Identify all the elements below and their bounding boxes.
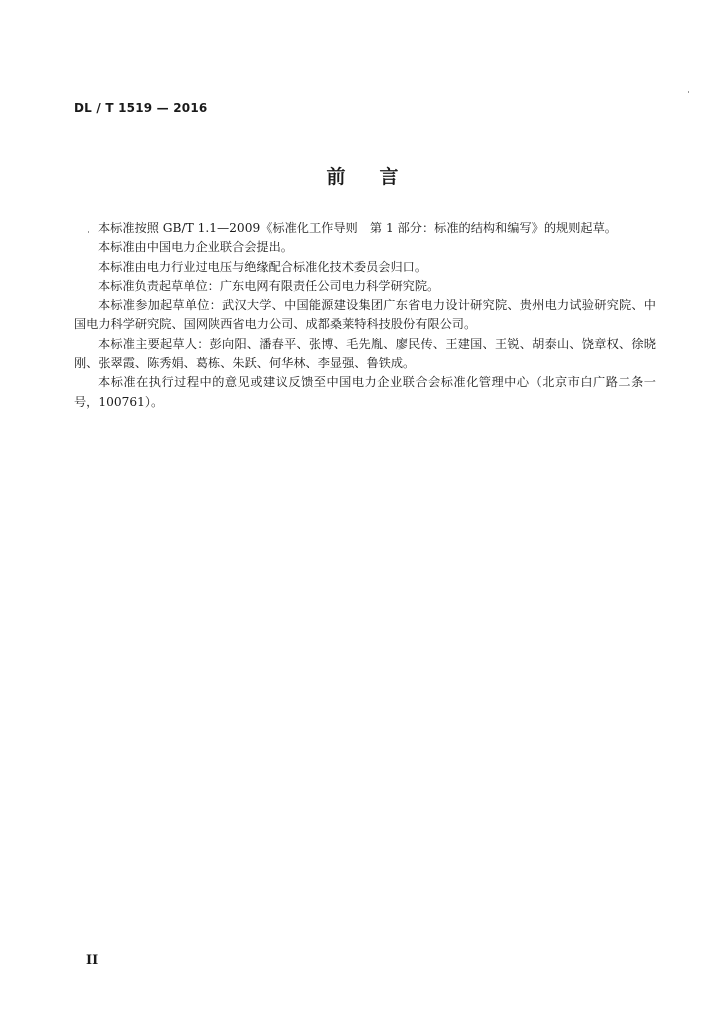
scan-speck — [688, 91, 689, 93]
page-title: 前言 — [326, 166, 433, 188]
scan-speck — [88, 231, 89, 233]
standard-code: DL / T 1519 — 2016 — [74, 101, 208, 115]
paragraph-participating-units: 本标准参加起草单位：武汉大学、中国能源建设集团广东省电力设计研究院、贵州电力试验研究院、中国电力科学研究院、国网陕西省电力公司、成都桑莱特科技股份有限公司。 — [74, 298, 656, 332]
page-number: II — [86, 953, 99, 968]
paragraph-committee: 本标准由电力行业过电压与绝缘配合标准化技术委员会归口。 — [98, 259, 428, 274]
paragraph-main-drafters: 本标准主要起草人：彭向阳、潘春平、张博、毛先胤、廖民传、王建国、王锐、胡泰山、饶章权、徐晓刚、张翠霞、陈秀娟、葛栋、朱跃、何华林、李显强、鲁铁成。 — [74, 336, 656, 371]
paragraph-lead-drafter: 本标准负责起草单位：广东电网有限责任公司电力科学研究院。 — [98, 278, 440, 293]
paragraph-proposer: 本标准由中国电力企业联合会提出。 — [98, 240, 293, 255]
foreword-body — [74, 219, 656, 412]
paragraph-drafting-rules: 本标准按照 GB/T 1.1—2009《标准化工作导则 第 1 部分：标准的结构和编写》的规则起草。 — [98, 221, 617, 235]
paragraph-feedback: 本标准在执行过程中的意见或建议反馈至中国电力企业联合会标准化管理中心（北京市白广路二条一号，100761）。 — [74, 375, 656, 409]
